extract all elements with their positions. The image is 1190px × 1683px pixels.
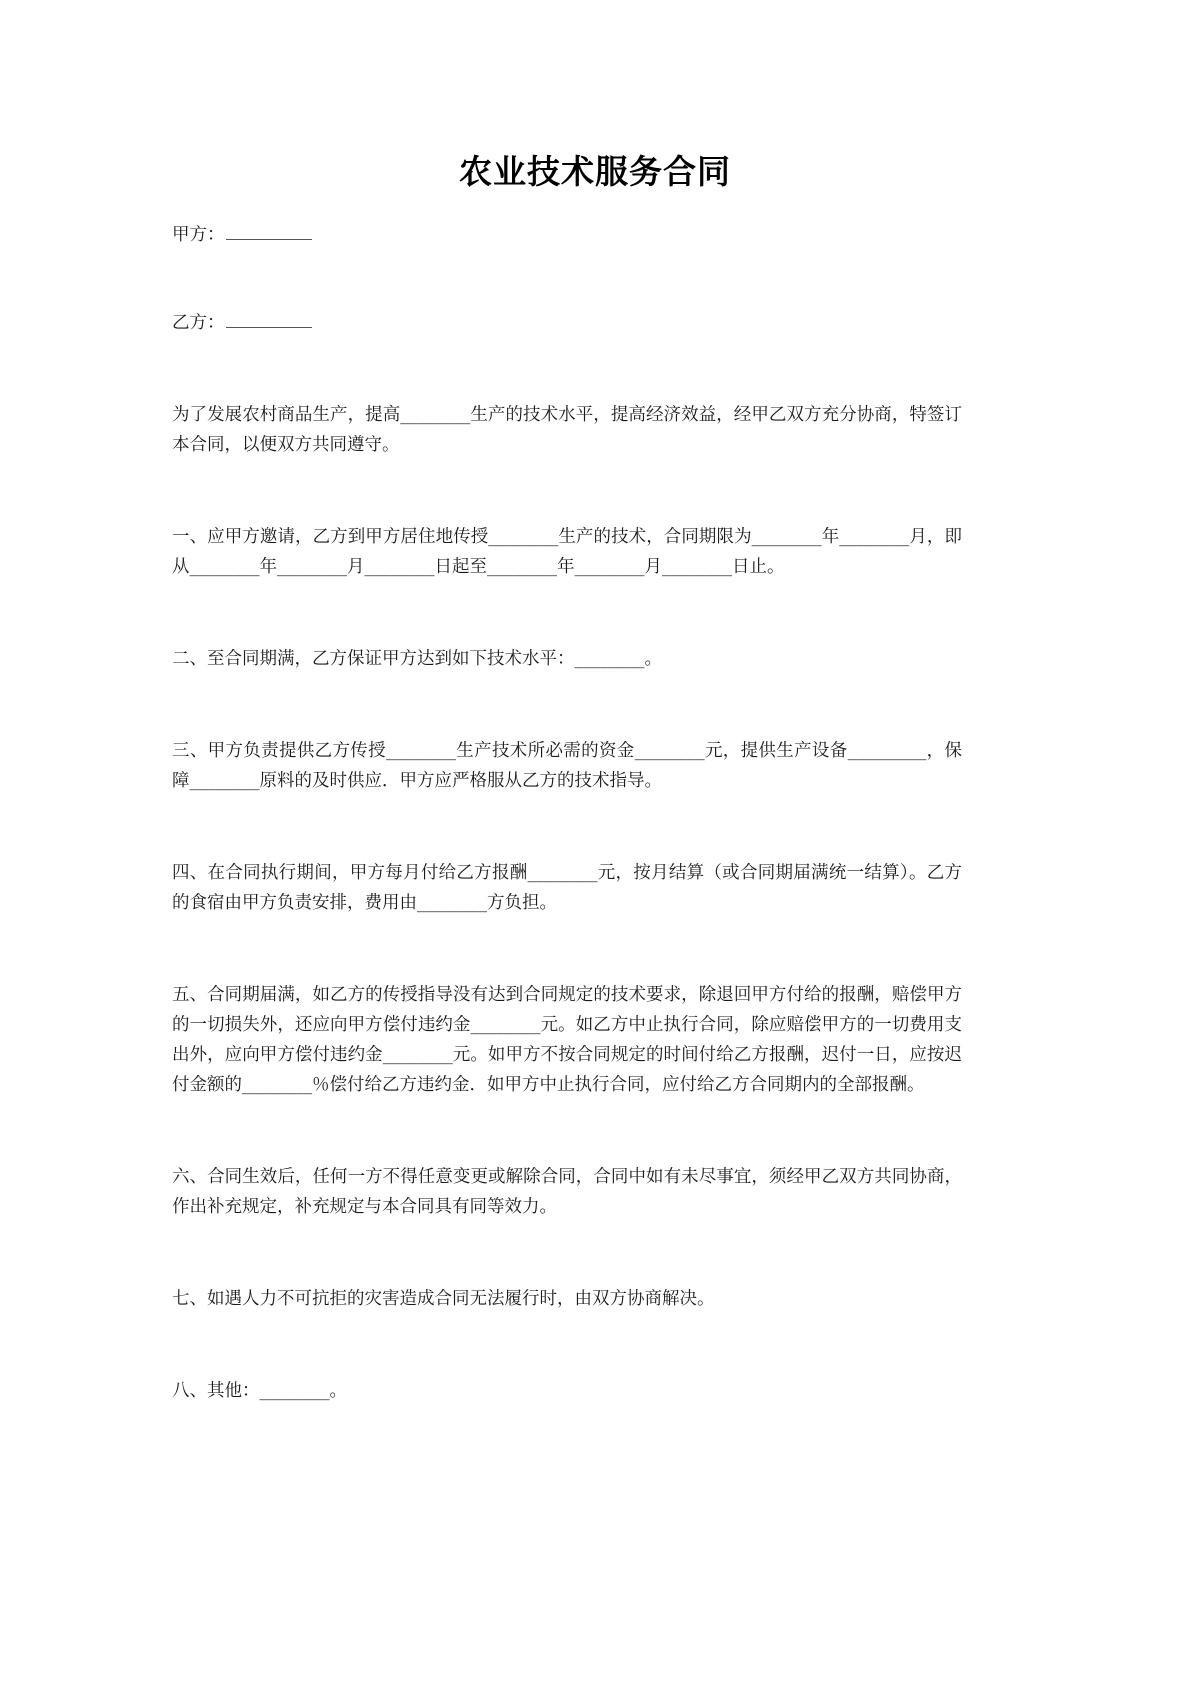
party-b-label: 乙方：	[172, 312, 225, 333]
party-a-blank[interactable]	[226, 222, 312, 240]
parties-block	[172, 192, 962, 338]
party-b-line	[172, 308, 962, 338]
clause-8: 八、其他：________。	[172, 1380, 347, 1401]
party-b-blank[interactable]	[226, 310, 312, 328]
page-title: 农业技术服务合同	[459, 152, 731, 191]
clause-2: 二、至合同期满，乙方保证甲方达到如下技术水平：________。	[172, 648, 662, 669]
party-a-label: 甲方：	[172, 224, 225, 245]
clause-7: 七、如遇人力不可抗拒的灾害造成合同无法履行时，由双方协商解决。	[172, 1288, 715, 1309]
clause-5: 五、合同期届满，如乙方的传授指导没有达到合同规定的技术要求，除退回甲方付给的报酬，赔偿甲方的一切损失外，还应向甲方偿付违约金________元。如乙方中止执行合同，除应赔偿甲方的一切费用支出外，应向甲方偿付违约金________元。如甲方不按合同规定的时间付给乙方报酬，迟付一日，应按迟付金额的________％偿付给乙方违约金．如甲方中止执行合同，应付给乙方合同期内的全部报酬。	[172, 984, 962, 1095]
clause-6: 六、合同生效后，任何一方不得任意变更或解除合同，合同中如有未尽事宜，须经甲乙双方共同协商，作出补充规定，补充规定与本合同具有同等效力。	[172, 1166, 962, 1217]
document-body	[172, 192, 962, 1406]
clause-4: 四、在合同执行期间，甲方每月付给乙方报酬________元，按月结算（或合同期届满统一结算）。乙方的食宿由甲方负责安排，费用由________方负担。	[172, 862, 962, 913]
clause-1: 一、应甲方邀请，乙方到甲方居住地传授________生产的技术，合同期限为________年________月，即从________年________月________日起至________年________月________日止。	[172, 526, 962, 577]
party-a-line	[172, 220, 962, 250]
clause-3: 三、甲方负责提供乙方传授________生产技术所必需的资金________元，提供生产设备_________，保障________原料的及时供应．甲方应严格服从乙方的技术指导。	[172, 740, 962, 791]
preamble-paragraph: 为了发展农村商品生产，提高________生产的技术水平，提高经济效益，经甲乙双方充分协商，特签订本合同，以便双方共同遵守。	[172, 404, 962, 455]
